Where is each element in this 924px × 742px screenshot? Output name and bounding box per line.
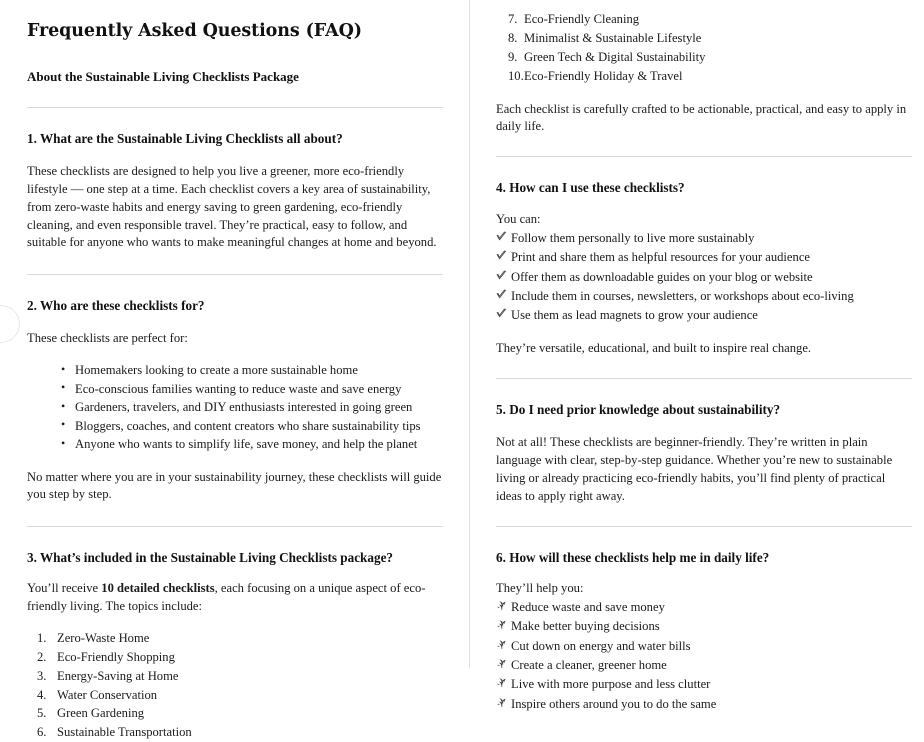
question-6-heading: 6. How will these checklists help me in daily life?	[496, 549, 770, 565]
question-1-heading: 1. What are the Sustainable Living Checklists all about?	[27, 131, 343, 147]
list-item: • Bloggers, coaches, and content creators who share sustainability tips	[61, 417, 443, 436]
list-label: Zero-Waste Home	[57, 630, 150, 645]
list-item: • Gardeners, travelers, and DIY enthusiasts interested in going green	[61, 398, 443, 417]
herb-leaf-icon	[496, 658, 511, 669]
list-item: • Anyone who wants to simplify life, save money, and help the planet	[61, 435, 443, 454]
list-item	[496, 10, 912, 29]
list-item	[496, 48, 912, 67]
list-number: 7.	[508, 12, 518, 26]
check-mark-icon	[496, 250, 511, 261]
list-number: 4.	[37, 687, 47, 702]
list-item	[27, 629, 443, 648]
list-label: Use them as lead magnets to grow your audience	[511, 308, 758, 323]
list-number: 5.	[37, 706, 47, 721]
right-column	[469, 0, 924, 711]
list-item	[27, 667, 443, 686]
list-item	[496, 695, 912, 714]
herb-leaf-icon	[496, 619, 511, 630]
usage-check-list	[496, 229, 912, 325]
list-item	[27, 723, 443, 742]
list-item: • Eco-conscious families wanting to reduce waste and save energy	[61, 380, 443, 399]
page-subtitle: About the Sustainable Living Checklists Package	[27, 68, 299, 84]
list-number: 1.	[37, 630, 47, 645]
question-4-intro: You can:	[496, 212, 541, 227]
list-item: • Homemakers looking to create a more sustainable home	[61, 361, 443, 380]
list-label: Print and share them as helpful resources for your audience	[511, 250, 810, 265]
list-item	[496, 675, 912, 694]
list-item	[27, 686, 443, 705]
question-5-heading: 5. Do I need prior knowledge about sustainability?	[496, 402, 781, 418]
list-label: Reduce waste and save money	[511, 600, 665, 615]
list-label: Eco-Friendly Cleaning	[524, 12, 640, 26]
list-item	[496, 306, 912, 325]
question-2-closing: No matter where you are in your sustainability journey, these checklists will guide you step by step.	[27, 469, 442, 502]
list-label: Eco-Friendly Holiday & Travel	[524, 68, 683, 83]
question-3-intro-after: , each focusing on a unique aspect of eco-friendly living. The topics include:	[27, 581, 426, 613]
question-1-body: These checklists are designed to help you live a greener, more eco-friendly lifestyle — one step at a time. Each checklist covers a key area of sustainability, from zero-waste habits and energy saving to green gardening, eco-friendly cleaning, and even responsible travel. They’re practical, easy to follow, and suitable for anyone who wants to make meaningful changes at home and beyond.	[27, 163, 437, 250]
benefits-leaf-list	[496, 598, 912, 714]
question-5-body: Not at all! These checklists are beginner-friendly. They’re written in plain language with clear, step-by-step guidance. Whether you’re new to sustainable living or already practicing eco-friendly habits, you’ll find plenty of practical ideas to apply right away.	[496, 435, 893, 503]
list-label: Live with more purpose and less clutter	[511, 677, 711, 692]
question-3-intro-bold: 10 detailed checklists	[101, 581, 215, 596]
check-mark-icon	[496, 270, 511, 281]
list-item	[496, 29, 912, 48]
check-mark-icon	[496, 231, 511, 242]
list-number: 6.	[37, 725, 47, 740]
list-label: Green Tech & Digital Sustainability	[524, 49, 706, 64]
question-3-intro	[27, 580, 443, 616]
question-2-heading: 2. Who are these checklists for?	[27, 298, 205, 314]
question-6-intro: They’ll help you:	[496, 581, 584, 596]
list-label: Energy-Saving at Home	[57, 668, 179, 683]
list-item	[496, 656, 912, 675]
list-item	[496, 268, 912, 287]
list-item	[496, 598, 912, 617]
list-number: 10.	[508, 68, 524, 83]
check-mark-icon	[496, 289, 511, 300]
list-label: Eco-Friendly Shopping	[57, 649, 175, 664]
list-label: Cut down on energy and water bills	[511, 638, 691, 653]
list-label: Make better buying decisions	[511, 619, 660, 634]
question-4-closing: They’re versatile, educational, and built to inspire real change.	[496, 341, 812, 356]
list-label: Follow them personally to live more sustainably	[511, 231, 755, 245]
topics-list-part2	[496, 10, 912, 86]
list-label: Green Gardening	[57, 706, 145, 721]
question-4-heading: 4. How can I use these checklists?	[496, 180, 685, 196]
audience-bullet-list	[27, 361, 443, 454]
list-number: 9.	[508, 49, 518, 64]
herb-leaf-icon	[496, 677, 511, 688]
section-divider	[496, 526, 912, 527]
list-label: Sustainable Transportation	[57, 725, 192, 740]
list-label: Minimalist & Sustainable Lifestyle	[524, 30, 702, 45]
list-item	[27, 704, 443, 723]
section-divider	[496, 156, 912, 157]
list-label: Include them in courses, newsletters, or workshops about eco-living	[511, 288, 854, 303]
check-mark-icon	[496, 308, 511, 319]
list-item	[496, 287, 912, 306]
section-divider	[27, 274, 443, 275]
section-divider	[27, 526, 443, 527]
list-item	[496, 617, 912, 636]
topics-closing-text: Each checklist is carefully crafted to be actionable, practical, and easy to apply in daily life.	[496, 101, 907, 134]
list-item	[496, 229, 912, 248]
topics-list-part1	[27, 629, 443, 742]
list-number: 8.	[508, 30, 518, 45]
question-3-heading: 3. What’s included in the Sustainable Living Checklists package?	[27, 550, 394, 566]
list-label: Inspire others around you to do the same	[511, 696, 717, 711]
list-item	[27, 648, 443, 667]
section-divider	[496, 378, 912, 379]
list-item	[496, 67, 912, 86]
list-item	[496, 637, 912, 656]
list-label: Offer them as downloadable guides on your blog or website	[511, 269, 813, 284]
herb-leaf-icon	[496, 600, 511, 611]
list-number: 3.	[37, 668, 47, 683]
page-title: Frequently Asked Questions (FAQ)	[27, 21, 362, 41]
question-3-intro-before: You’ll receive	[27, 581, 102, 596]
list-label: Water Conservation	[57, 687, 158, 702]
list-item	[496, 248, 912, 267]
list-label: Create a cleaner, greener home	[511, 658, 667, 672]
list-number: 2.	[37, 649, 47, 664]
herb-leaf-icon	[496, 639, 511, 650]
herb-leaf-icon	[496, 697, 511, 708]
question-2-intro: These checklists are perfect for:	[27, 331, 188, 346]
section-divider	[27, 107, 443, 108]
